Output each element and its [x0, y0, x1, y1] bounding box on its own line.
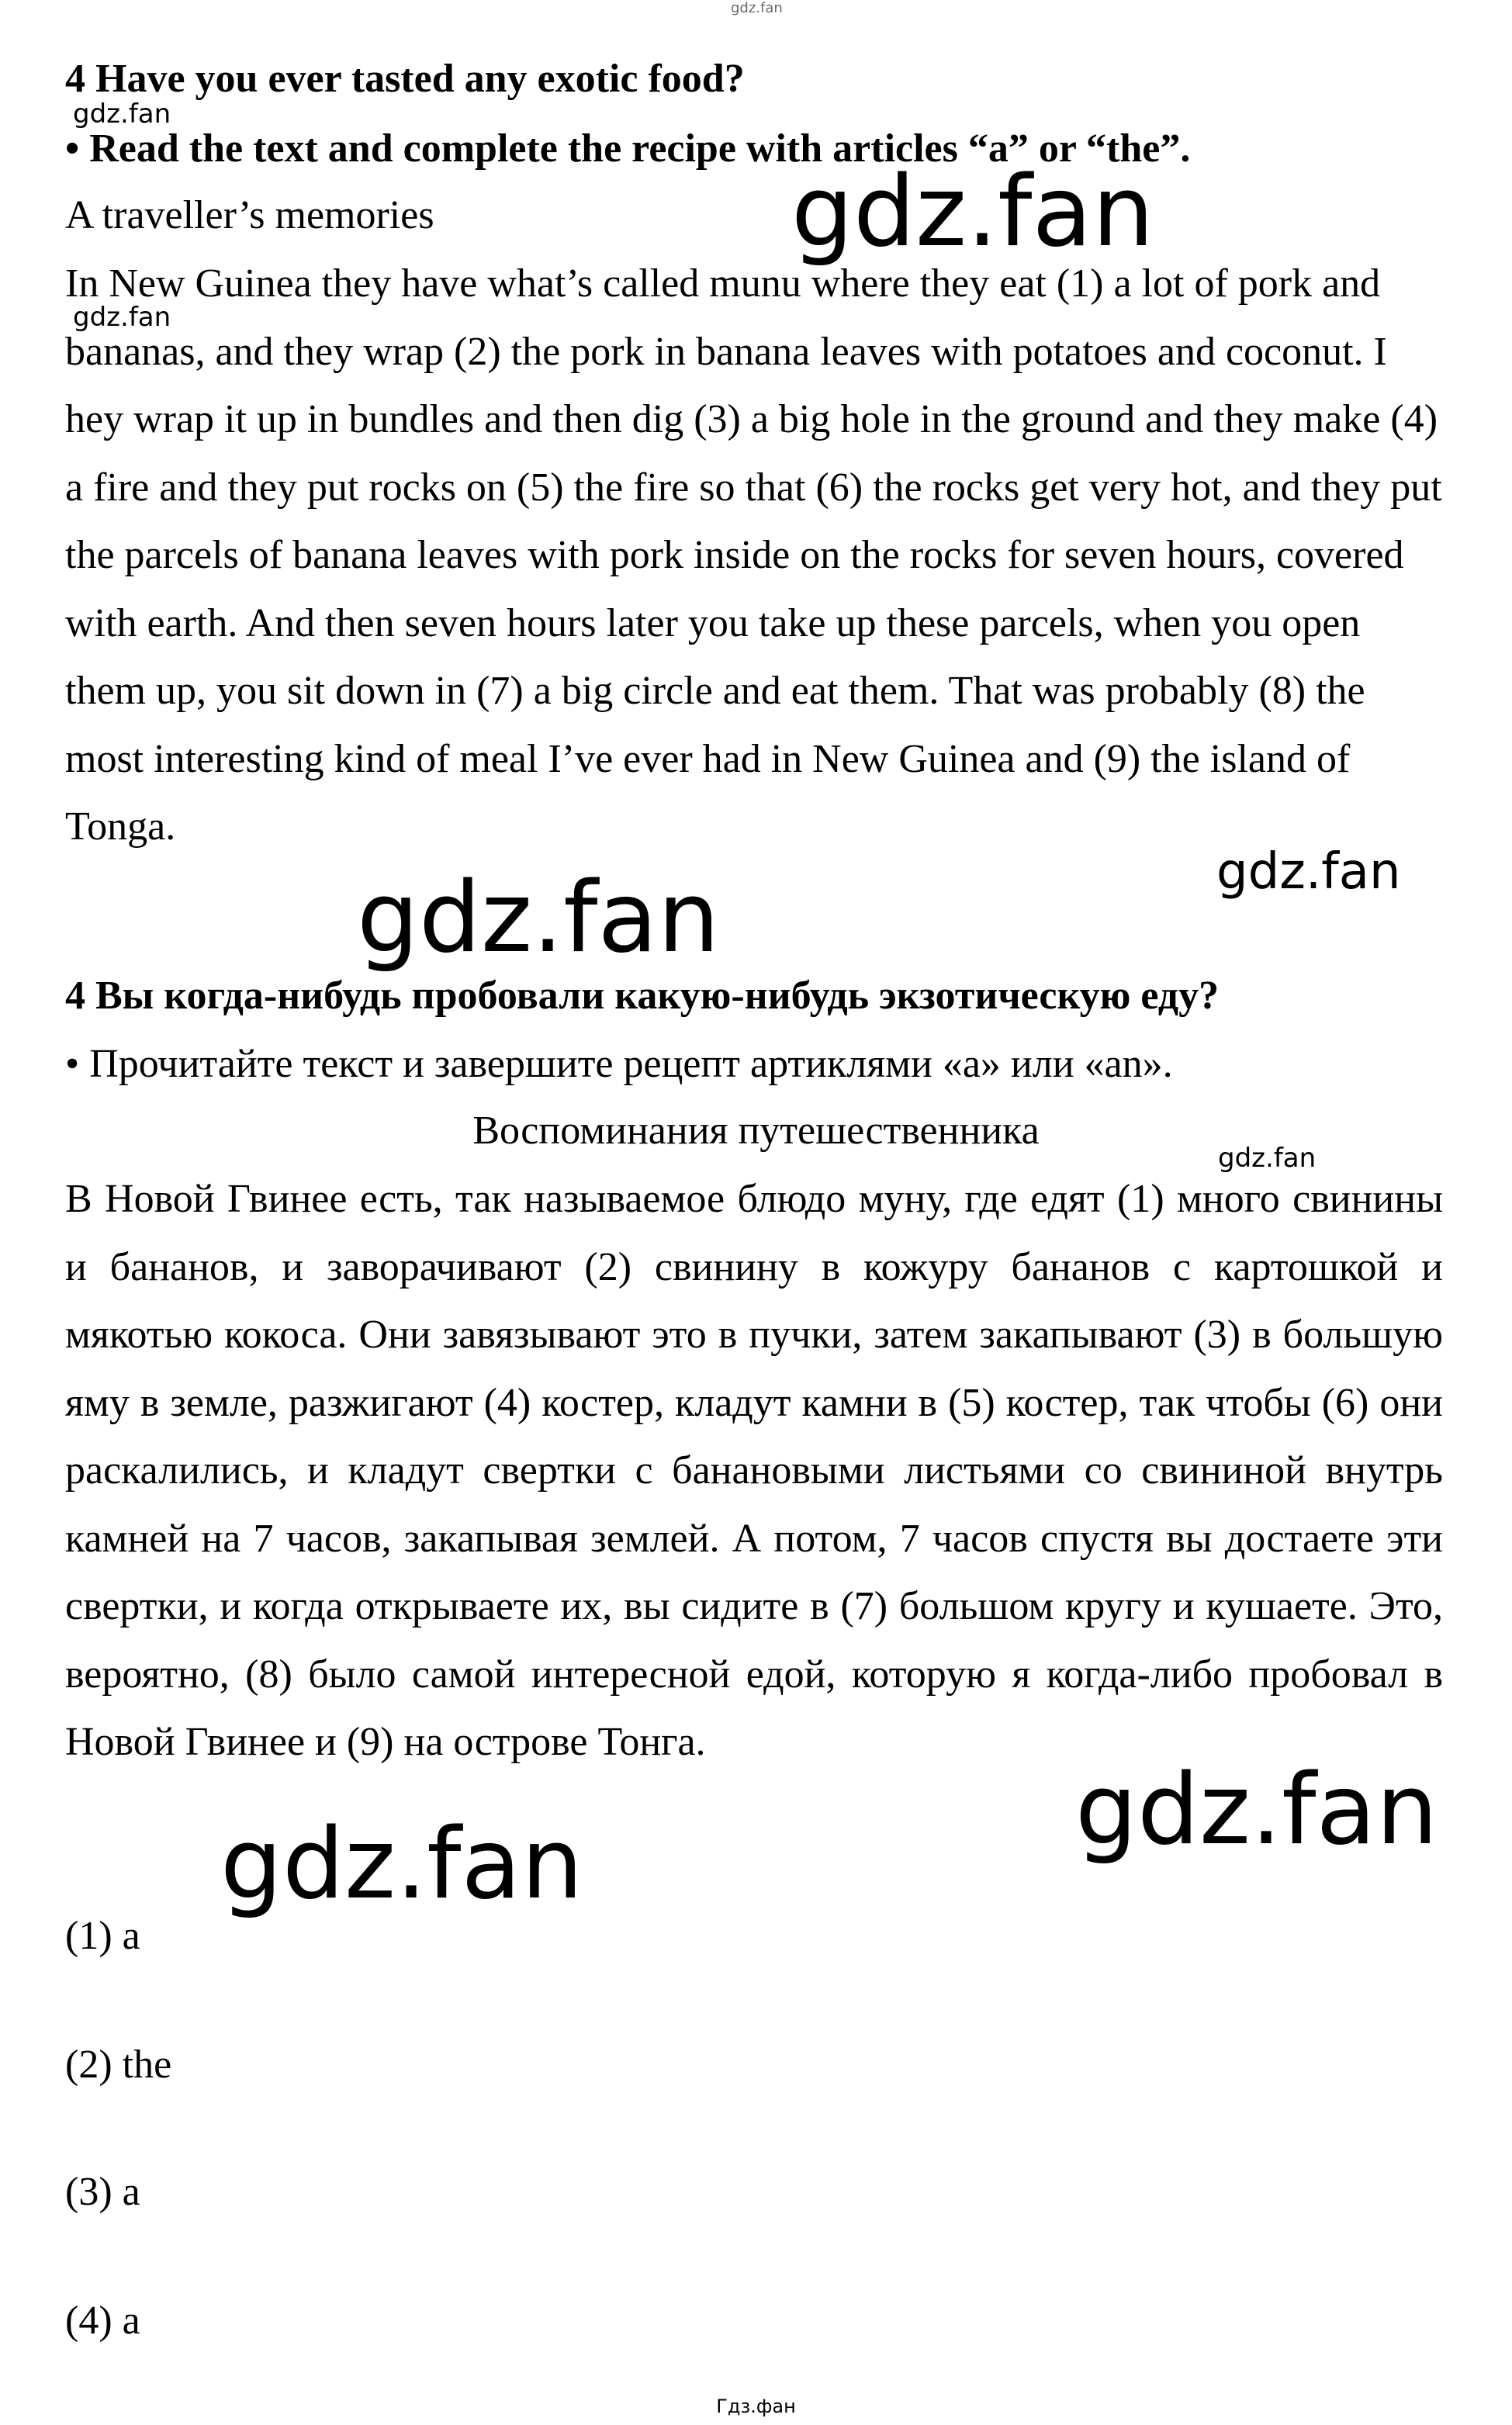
- russian-story-text: В Новой Гвинее есть, так называемое блюдо муну, где едят (1) много свинины и бананов, и заворачивают (2) свинину в кожуру бананов с картошкой и мякотью кокоса. Они завязывают это в пучки, затем закапывают (3) в большую яму в земле, разжигают (4) костер, кладут камни в (5) костер, так чтобы (6) они раскалились, и кладут свертки с банановыми листьями со свининой внутрь камней на 7 часов, закапывая землей. А потом, 7 часов спустя вы достаете эти свертки, и когда открываете их, вы сидите в (7) большом кругу и кушаете. Это, вероятно, (8) было самой интересной едой, которую я когда-либо пробовал в Новой Гвинее и (9) на острове Тонга.: [65, 1177, 1443, 1764]
- watermark-after-story-large: gdz.fan: [357, 860, 720, 974]
- watermark-top: gdz.fan: [731, 0, 783, 16]
- watermark-header-large: gdz.fan: [791, 154, 1154, 268]
- watermark-after-story-right: gdz.fan: [1216, 843, 1401, 901]
- english-task: • Read the text and complete the recipe with articles “a” or “the”.: [65, 126, 1191, 171]
- footer-label: Гдз.фан: [716, 2396, 796, 2417]
- english-story: [65, 250, 1443, 861]
- answer-1: (1) a: [65, 1914, 140, 1958]
- answer-4: (4) a: [65, 2299, 140, 2343]
- english-story-title: A traveller’s memories: [65, 193, 434, 237]
- watermark-ru-large-right: gdz.fan: [1075, 1752, 1438, 1866]
- answer-3: (3) a: [65, 2170, 140, 2214]
- watermark-text-small: gdz.fan: [73, 302, 171, 333]
- watermark-ru-large-left: gdz.fan: [220, 1807, 583, 1921]
- watermark-ru-small: gdz.fan: [1218, 1143, 1317, 1174]
- russian-story-title: Воспоминания путешественника: [472, 1109, 1040, 1153]
- russian-story: [65, 1165, 1443, 1776]
- watermark-below-title: gdz.fan: [73, 99, 171, 130]
- answer-2: (2) the: [65, 2043, 172, 2087]
- english-story-text: In New Guinea they have what’s called munu where they eat (1) a lot of pork and bananas, and they wrap (2) the pork in banana leaves with potatoes and coconut. I hey wrap it up in bundles and then dig (3) a big hole in the ground and they make (4) a fire and they put rocks on (5) the fire so that (6) the rocks get very hot, and they put the parcels of banana leaves with pork inside on the rocks for seven hours, covered with earth. And then seven hours later you take up these parcels, when you open them up, you sit down in (7) a big circle and eat them. That was probably (8) the most interesting kind of meal I’ve ever had in New Guinea and (9) the island of Tonga.: [65, 261, 1442, 849]
- russian-task: • Прочитайте текст и завершите рецепт артиклями «a» или «an».: [65, 1042, 1173, 1086]
- russian-title: 4 Вы когда-нибудь пробовали какую-нибудь экзотическую еду?: [65, 974, 1220, 1018]
- english-title: 4 Have you ever tasted any exotic food?: [65, 57, 745, 101]
